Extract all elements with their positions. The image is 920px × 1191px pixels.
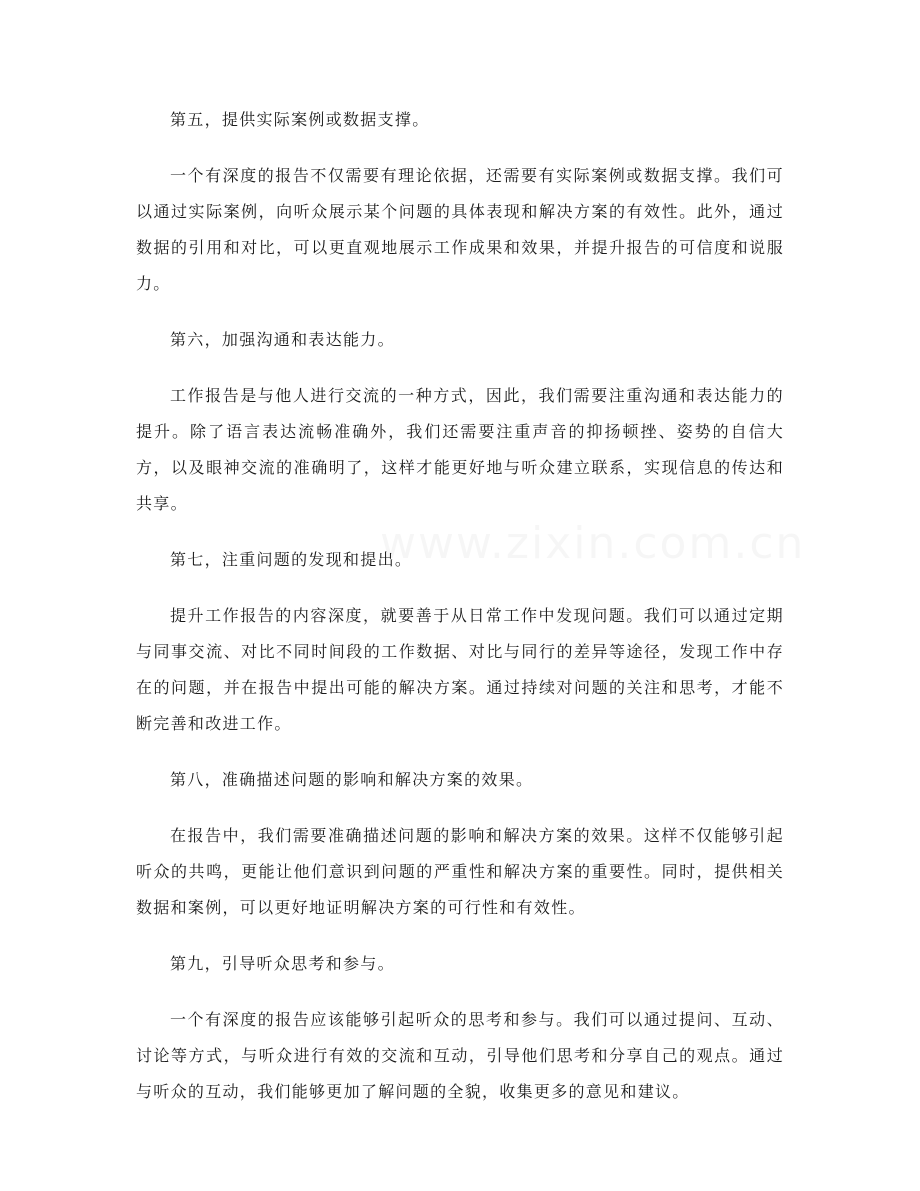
section-heading-8: 第八，准确描述问题的影响和解决方案的效果。	[170, 770, 534, 789]
section-body-8: 在报告中，我们需要准确描述问题的影响和解决方案的效果。这样不仅能够引起听众的共鸣，更能让他们意识到问题的严重性和解决方案的重要性。同时，提供相关数据和案例，可以更好地证明解决方案的可行性和有效性。	[136, 826, 784, 917]
document-body	[136, 102, 784, 1130]
section-body-7: 提升工作报告的内容深度，就要善于从日常工作中发现问题。我们可以通过定期与同事交流、对比不同时间段的工作数据、对比与同行的差异等途径，发现工作中存在的问题，并在报告中提出可能的解决方案。通过持续对问题的关注和思考，才能不断完善和改进工作。	[136, 606, 784, 733]
section-body-9: 一个有深度的报告应该能够引起听众的思考和参与。我们可以通过提问、互动、讨论等方式，与听众进行有效的交流和互动，引导他们思考和分享自己的观点。通过与听众的互动，我们能够更加了解问题的全貌，收集更多的意见和建议。	[136, 1010, 784, 1101]
section-body-5: 一个有深度的报告不仅需要有理论依据，还需要有实际案例或数据支撑。我们可以通过实际案例，向听众展示某个问题的具体表现和解决方案的有效性。此外，通过数据的引用和对比，可以更直观地展示工作成果和效果，并提升报告的可信度和说服力。	[136, 166, 784, 293]
section-heading-6: 第六，加强沟通和表达能力。	[170, 330, 395, 349]
section-body-6: 工作报告是与他人进行交流的一种方式，因此，我们需要注重沟通和表达能力的提升。除了语言表达流畅准确外，我们还需要注重声音的抑扬顿挫、姿势的自信大方，以及眼神交流的准确明了，这样才能更好地与听众建立联系，实现信息的传达和共享。	[136, 386, 784, 513]
section-heading-7: 第七，注重问题的发现和提出。	[170, 550, 413, 569]
section-heading-5: 第五，提供实际案例或数据支撑。	[170, 110, 430, 129]
section-heading-9: 第九，引导听众思考和参与。	[170, 954, 395, 973]
